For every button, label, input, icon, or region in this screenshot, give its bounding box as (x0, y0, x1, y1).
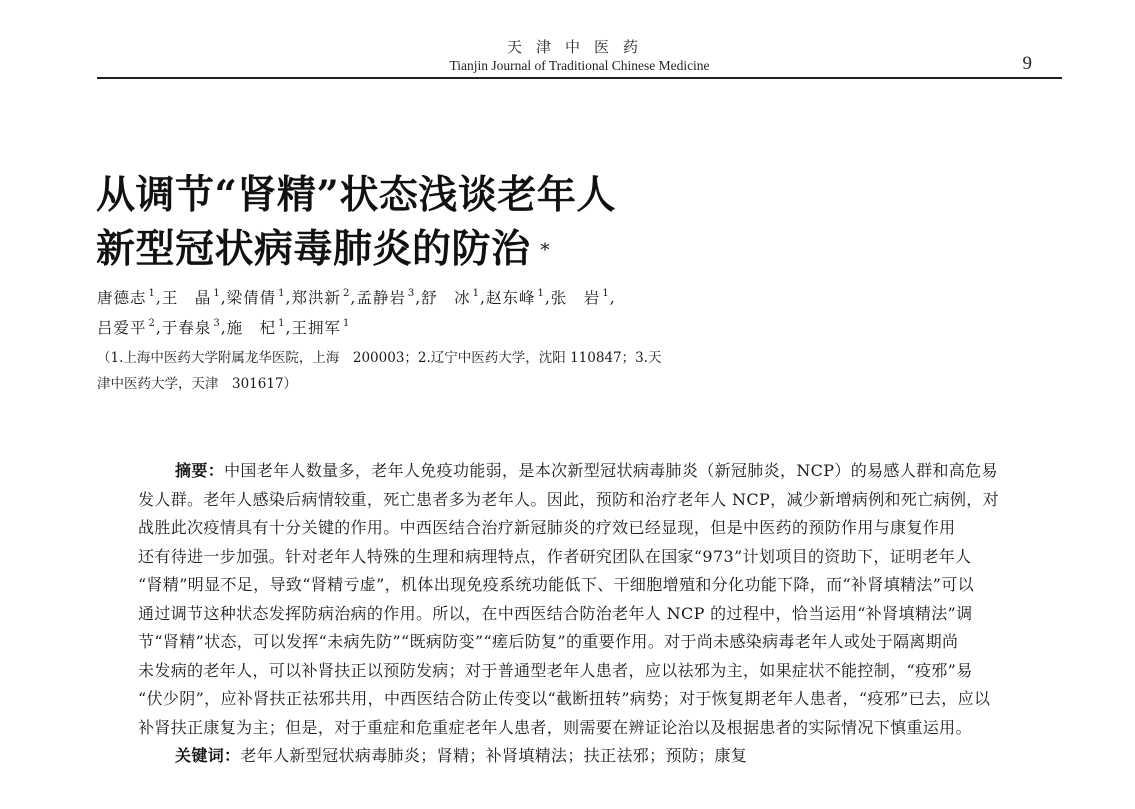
author: 施 杞 $^1$ (226, 318, 286, 337)
header-rule (97, 77, 1062, 79)
author: 吕爱平 $^2$ (97, 318, 156, 337)
keywords-text: 老年人新型冠状病毒肺炎；肾精；补肾填精法；扶正祛邪；预防；康复 (240, 746, 748, 765)
author: 梁倩倩 $^1$ (226, 288, 286, 307)
abstract-line-9: “伏少阴”，应补肾扶正祛邪共用，中西医结合防止传变以“截断扭转”病势；对于恢复期老年人患者，“疫邪”已去，应以 (138, 689, 991, 708)
title-line-2 (96, 222, 616, 276)
author: 舒 冰 $^1$ (421, 288, 481, 307)
abstract-label: 摘要： (175, 461, 225, 480)
abstract-line-5: “肾精”明显不足，导致“肾精亏虚”，机体出现免疫系统功能低下、干细胞增殖和分化功能下降，而“补肾填精法”可以 (138, 575, 974, 594)
affiliations (97, 345, 817, 397)
author: 赵东峰 $^1$ (485, 288, 545, 307)
journal-name-english: Tianjin Journal of Traditional Chinese Medicine (449, 58, 710, 73)
author: 王 晶 $^1$ (161, 288, 221, 307)
affiliation-line-2: 津中医药大学，天津 301617） (97, 376, 298, 392)
funding-footnote-mark: * (540, 240, 551, 261)
author: 孟静岩 $^3$ (356, 288, 416, 307)
page-number: 9 (1022, 53, 1032, 74)
author: 王拥军 $^1$ (291, 318, 351, 337)
title-line-1: 从调节“肾精”状态浅谈老年人 (96, 172, 616, 218)
title-line-2-text: 新型冠状病毒肺炎的防治 (96, 226, 531, 272)
author-list (97, 283, 817, 343)
running-head (97, 36, 1062, 80)
abstract-line-10: 补肾扶正康复为主；但是，对于重症和危重症老年人患者，则需要在辨证论治以及根据患者的实际情况下慎重运用。 (138, 717, 972, 737)
abstract-line-2: 发人群。老年人感染后病情较重，死亡患者多为老年人。因此，预防和治疗老年人 NCP，减少新增病例和死亡病例，对 (138, 489, 999, 509)
abstract-line-7: 节“肾精”状态，可以发挥“未病先防”“既病防变”“瘥后防复”的重要作用。对于尚未感染病毒老年人或处于隔离期尚 (138, 632, 959, 651)
affiliation-line-1: （1.上海中医药大学附属龙华医院，上海 200003；2.辽宁中医药大学，沈阳 110847；3.天 (97, 350, 662, 366)
author-line-1: 唐德志 $^1$,王 晶 $^1$,梁倩倩 $^1$,郑洪新 $^2$,孟静岩 $^3$,舒 冰 $^1$,赵东峰 $^1$,张 岩 $^1$, (97, 288, 616, 307)
abstract-line-6: 通过调节这种状态发挥防病治病的作用。所以，在中西医结合防治老年人 NCP 的过程中，恰当运用“补肾填精法”调 (138, 603, 973, 623)
abstract (138, 457, 1028, 771)
abstract-line-3: 战胜此次疫情具有十分关键的作用。中西医结合治疗新冠肺炎的疗效已经显现，但是中医药的预防作用与康复作用 (138, 518, 956, 537)
article-title (96, 168, 616, 276)
abstract-line-8: 未发病的老年人，可以补肾扶正以预防发病；对于普通型老年人患者，应以祛邪为主，如果症状不能控制，“疫邪”易 (138, 660, 973, 680)
author: 郑洪新 $^2$ (291, 288, 351, 307)
keywords-label: 关键词： (175, 746, 241, 765)
abstract-line-1: 摘要：中国老年人数量多，老年人免疫功能弱，是本次新型冠状病毒肺炎（新冠肺炎，NCP）的易感人群和高危易 (175, 461, 998, 480)
keywords (138, 742, 1028, 771)
author: 于春泉 $^3$ (161, 318, 221, 337)
journal-name-chinese: 天津中医药 (506, 38, 652, 56)
abstract-line-4: 还有待进一步加强。针对老年人特殊的生理和病理特点，作者研究团队在国家“973”计划项目的资助下，证明老年人 (138, 546, 972, 566)
author: 张 岩 $^1$ (550, 288, 610, 307)
author: 唐德志 $^1$ (97, 288, 156, 307)
author-line-2: 吕爱平 $^2$,于春泉 $^3$,施 杞 $^1$,王拥军 $^1$ (97, 318, 351, 337)
